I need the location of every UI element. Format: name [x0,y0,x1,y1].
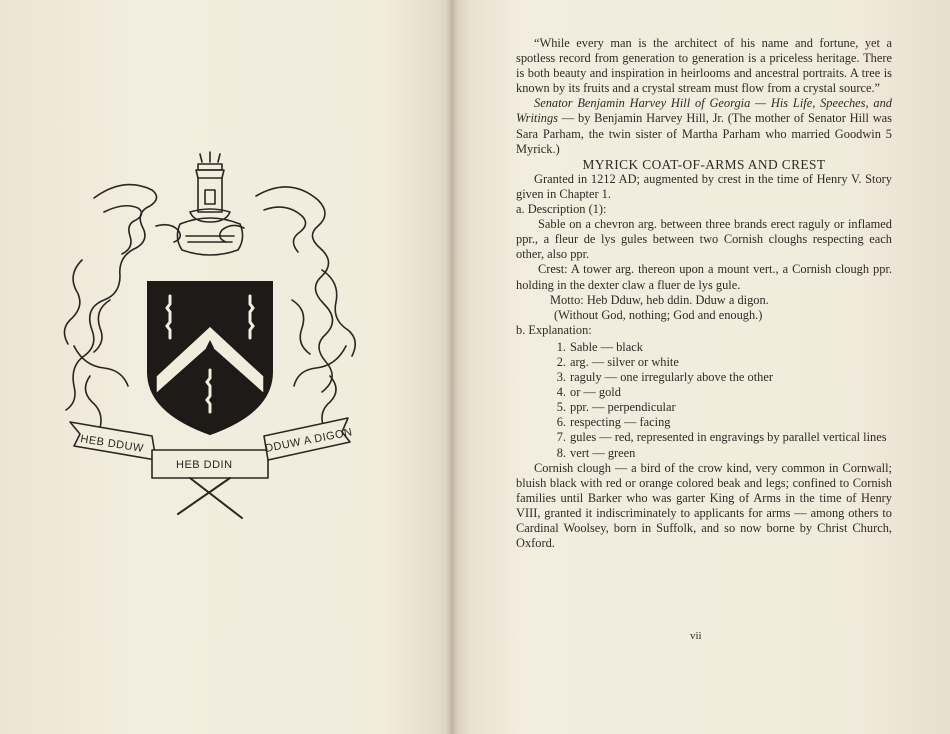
list-item: 5. ppr. — perpendicular [556,400,676,415]
crossed-brands [178,478,242,518]
epigraph-citation [516,96,892,156]
motto-translation: (Without God, nothing; God and enough.) [554,307,763,322]
motto-left: HEB DDUW [79,433,145,455]
description-label: a. Description (1): [516,202,607,217]
clough-paragraph: Cornish clough — a bird of the crow kind, very common in Cornwall; bluish black with red or orange colored beak and legs; confined to Cornish families until Barker who was garter King of Arms in the time of Henry VIII, granted it indiscriminately to applicants for arms — among others to Cardinal Woolsey, born in Suffolk, and so now borne by Christ Church, Oxford. [516,460,892,551]
explanation-list [516,340,892,461]
book-gutter [446,0,458,734]
page-number: vii [690,630,702,642]
citation-title: Senator Benjamin Harvey Hill of Georgia — His Life, Speeches, and Writings [516,96,892,126]
shield [148,282,272,434]
left-page [0,0,452,734]
explanation-label: b. Explanation: [516,322,592,337]
list-item: 8. vert — green [556,445,636,460]
motto-text: Motto: Heb Dduw, heb ddin. Dduw a digon. [550,292,769,307]
list-item: 7. gules — red, represented in engravings by parallel vertical lines [556,430,887,445]
citation-rest: — by Benjamin Harvey Hill, Jr. (The mother of Senator Hill was Sara Parham, the twin sister of Martha Parham who married Goodwin 5 Myrick.) [516,111,892,156]
motto-center: HEB DDIN [176,459,233,471]
section-heading: MYRICK COAT-OF-ARMS AND CREST [582,156,826,172]
list-item: 3. raguly — one irregularly above the other [556,370,773,385]
list-item: 6. respecting — facing [556,415,671,430]
motto-right: DDUW A DIGON [264,426,354,455]
right-page-text [516,36,892,551]
list-item: 4. or — gold [556,385,621,400]
description-text: Sable on a chevron arg. between three brands erect raguly or inflamed ppr., a fleur de lys gules between two Cornish cloughs respecting each other, also ppr. [516,217,892,262]
granted-paragraph: Granted in 1212 AD; augmented by crest in the time of Henry V. Story given in Chapter 1. [516,171,892,201]
coat-of-arms-illustration [60,150,360,530]
helm [177,218,242,255]
list-item: 1. Sable — black [556,339,643,354]
crest-text: Crest: A tower arg. thereon upon a mount vert., a Cornish clough ppr. holding in the dexter claw a fluer de lys gule. [516,262,892,292]
tower-crest [190,152,230,222]
list-item: 2. arg. — silver or white [556,354,679,369]
epigraph-quote: “While every man is the architect of his name and fortune, yet a spotless record from generation to generation is a priceless heritage. There is both beauty and inspiration in heirlooms and ancestral portraits. A tree is known by its fruits and a crystal stream must flow from a crystal source.” [516,36,892,96]
